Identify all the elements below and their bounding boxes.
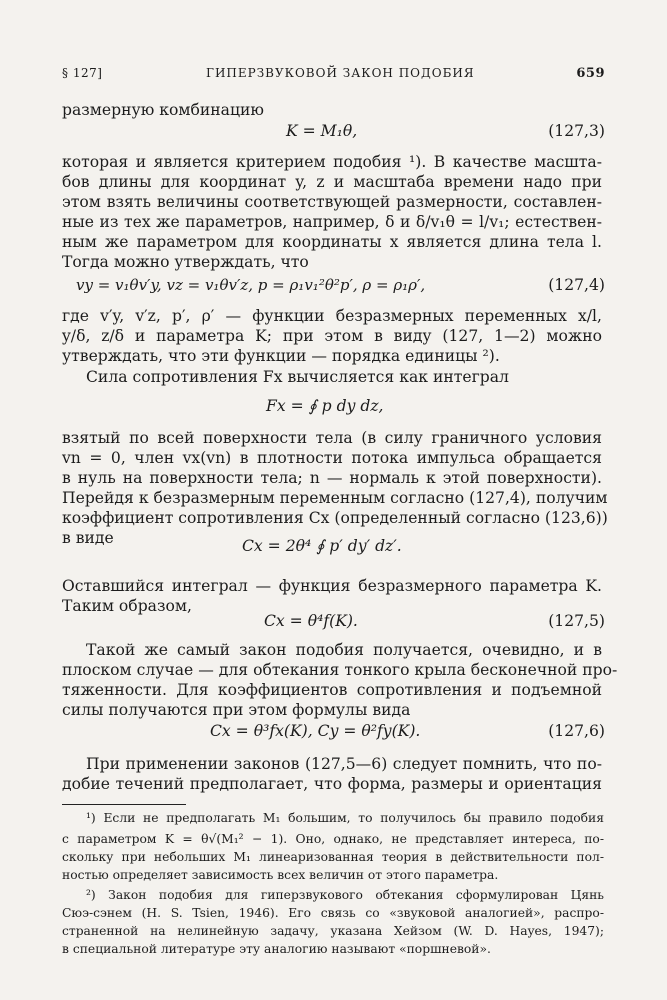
- footnote-line: скольку при небольших M₁ линеаризованная теория в действительности пол-: [62, 850, 604, 864]
- text-line: в нуль на поверхности тела; n — нормаль к этой поверхности).: [62, 469, 602, 487]
- text-line: этом взять величины соответствующей размерности, составлен-: [62, 193, 602, 211]
- section-ref: § 127]: [62, 66, 103, 80]
- footnote-line: ²) Закон подобия для гиперзвукового обтекания сформулирован Цянь: [86, 888, 604, 902]
- footnote-line: ностью определяет зависимость всех величин от этого параметра.: [62, 868, 499, 882]
- running-title: ГИПЕРЗВУКОВОЙ ЗАКОН ПОДОБИЯ: [206, 66, 475, 80]
- footnote-divider: [62, 804, 186, 805]
- text-line: бов длины для координат y, z и масштаба времени надо при: [62, 173, 602, 191]
- equation-force: Fx = ∮ p dy dz,: [266, 397, 384, 415]
- text-line: y/δ, z/δ и параметра K; при этом в виду (127, 1—2) можно: [62, 327, 602, 345]
- footnote-line: с параметром K = θ√(M₁² − 1). Оно, однако, не представляет интереса, по-: [62, 832, 604, 846]
- text-line: Оставшийся интеграл — функция безразмерного параметра K.: [62, 577, 602, 595]
- equation-127-4: vy = v₁θv′y, vz = v₁θv′z, p = ρ₁v₁²θ²p′, ρ = ρ₁ρ′,: [76, 276, 426, 294]
- page-number: 659: [576, 66, 605, 81]
- text-line: размерную комбинацию: [62, 101, 264, 119]
- footnote-line: страненной на нелинейную задачу, указана Хейзом (W. D. Hayes, 1947);: [62, 924, 604, 938]
- text-line: силы получаются при этом формулы вида: [62, 701, 411, 719]
- equation-127-5: Cx = θ⁴f(K).: [264, 612, 358, 630]
- equation-number: (127,6): [548, 722, 605, 740]
- text-line: ным же параметром для координаты x является длина тела l.: [62, 233, 602, 251]
- equation-number: (127,3): [548, 122, 605, 140]
- footnote-line: Сюэ-сэнем (H. S. Tsien, 1946). Его связь со «звуковой аналогией», распро-: [62, 906, 604, 920]
- text-line: плоском случае — для обтекания тонкого крыла бесконечной про-: [62, 661, 618, 679]
- text-line: Перейдя к безразмерным переменным согласно (127,4), получим: [62, 489, 608, 507]
- text-line: Тогда можно утверждать, что: [62, 253, 309, 271]
- text-line: При применении законов (127,5—6) следует помнить, что по-: [86, 755, 602, 773]
- equation-127-6: Cx = θ³fx(K), Cy = θ²fy(K).: [210, 722, 421, 740]
- text-line: которая и является критерием подобия ¹). В качестве масшта-: [62, 153, 602, 171]
- equation-127-3: K = M₁θ,: [286, 122, 358, 140]
- text-line: Таким образом,: [62, 597, 192, 615]
- equation-number: (127,5): [548, 612, 605, 630]
- equation-cx: Cx = 2θ⁴ ∮ p′ dy′ dz′.: [242, 537, 402, 555]
- text-line: взятый по всей поверхности тела (в силу граничного условия: [62, 429, 602, 447]
- text-line: ные из тех же параметров, например, δ и δ/v₁θ = l/v₁; естествен-: [62, 213, 602, 231]
- footnote-line: ¹) Если не предполагать M₁ большим, то получилось бы правило подобия: [86, 811, 604, 825]
- text-line: коэффициент сопротивления Cx (определенный согласно (123,6)): [62, 509, 608, 527]
- text-line: утверждать, что эти функции — порядка единицы ²).: [62, 347, 500, 365]
- text-line: где v′y, v′z, p′, ρ′ — функции безразмерных переменных x/l,: [62, 307, 602, 325]
- text-line: Сила сопротивления Fx вычисляется как интеграл: [86, 368, 509, 386]
- text-line: Такой же самый закон подобия получается, очевидно, и в: [86, 641, 602, 659]
- text-line: тяженности. Для коэффициентов сопротивления и подъемной: [62, 681, 602, 699]
- text-line: добие течений предполагает, что форма, размеры и ориентация: [62, 775, 602, 793]
- footnote-line: в специальной литературе эту аналогию называют «поршневой».: [62, 942, 491, 956]
- text-line: vn = 0, член vx(vn) в плотности потока импульса обращается: [62, 449, 602, 467]
- text-line: в виде: [62, 529, 114, 547]
- equation-number: (127,4): [548, 276, 605, 294]
